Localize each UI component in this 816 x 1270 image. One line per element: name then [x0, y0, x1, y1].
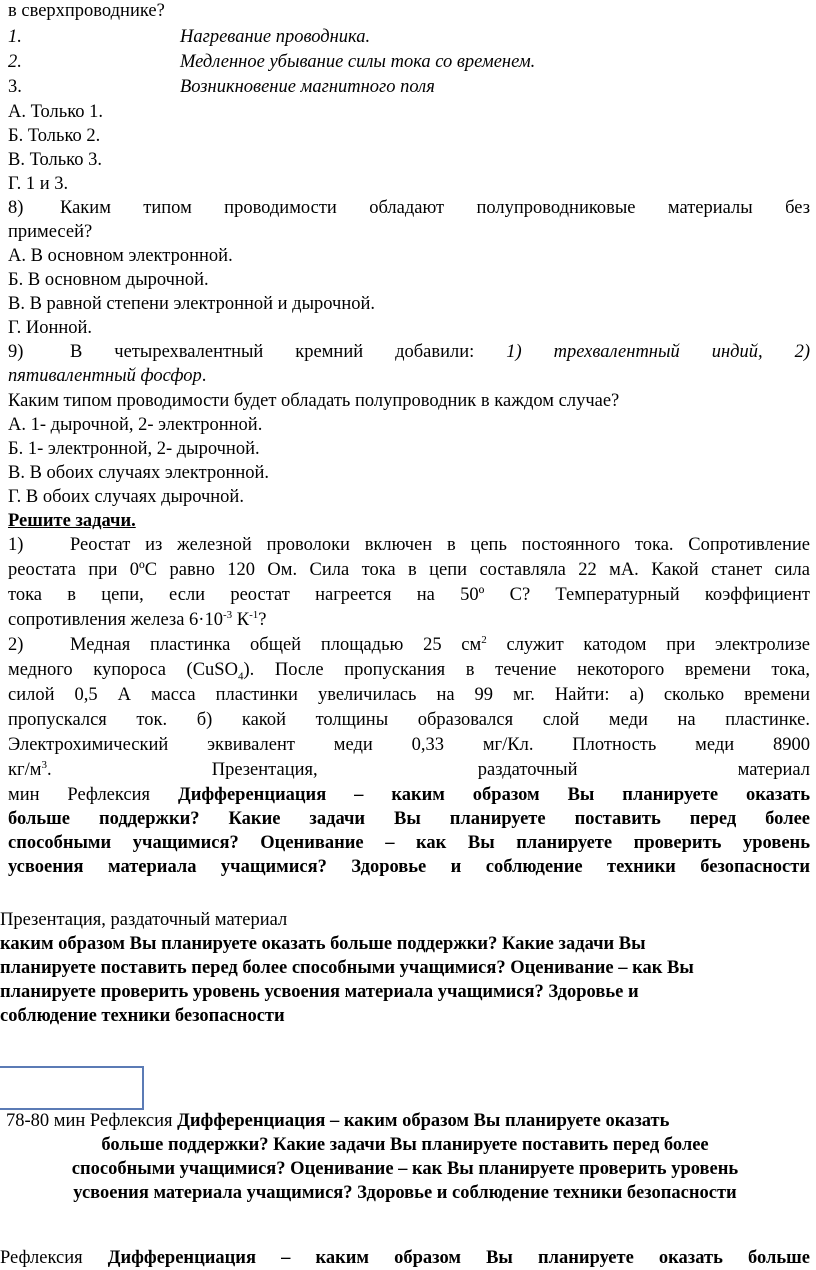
task-text-part: служит катодом при электролизе	[486, 635, 811, 655]
q8-answer-c: В. В равной степени электронной и дырочной.	[8, 294, 376, 314]
q9-answer-b: Б. 1- электронной, 2- дырочной.	[8, 439, 260, 459]
question-9-prompt: Каким типом проводимости будет обладать полупроводник в каждом случае?	[8, 391, 620, 411]
q8-answer-d: Г. Ионной.	[8, 318, 93, 338]
q7-item-number: 3.	[8, 77, 22, 97]
question-text-italic: 1) трехвалентный индий, 2)	[506, 342, 810, 362]
question-9-line-1	[8, 341, 810, 364]
block-2-line-1: Презентация, раздаточный материал	[0, 910, 288, 930]
task-text-part: . Презентация, раздаточный материал	[46, 760, 810, 780]
question-text: Каким типом проводимости обладают полупроводниковые материалы без	[60, 198, 810, 218]
task-number: 1)	[8, 535, 24, 555]
task-1-line-2: реостата при 0ºС равно 120 Ом. Сила тока в цепи составляла 22 мА. Какой станет сила	[8, 560, 810, 580]
question-8-line-2: примесей?	[8, 222, 93, 242]
task-text: ?	[258, 610, 267, 630]
exponent: 2	[481, 633, 487, 646]
question-text	[70, 341, 810, 364]
tasks-heading: Решите задачи.	[8, 511, 136, 531]
block-2-line-3: планируете поставить перед более способными учащимися? Оценивание – как Вы	[0, 958, 694, 978]
task-text: Реостат из железной проволоки включен в цепь постоянного тока. Сопротивление	[70, 535, 810, 555]
task-text	[70, 634, 810, 657]
task-text-part: ). После пропускания в течение некоторого времени тока,	[243, 660, 810, 680]
q7-item-2	[8, 51, 810, 74]
table-cell-box	[0, 1066, 144, 1110]
task-2-line-10: усвоения материала учащимися? Здоровье и соблюдение техники безопасности	[8, 857, 810, 877]
q8-answer-a: А. В основном электронной.	[8, 246, 233, 266]
q9-answer-a: А. 1- дырочной, 2- электронной.	[8, 415, 263, 435]
block-3-line-2: больше поддержки? Какие задачи Вы планируете поставить перед более	[101, 1135, 709, 1155]
differentiation-text: Дифференциация – каким образом Вы планируете оказать	[177, 1111, 670, 1131]
q8-answer-b: Б. В основном дырочной.	[8, 270, 209, 290]
q7-item-text: Медленное убывание силы тока со временем.	[180, 52, 536, 72]
task-2-line-8: больше поддержки? Какие задачи Вы планируете поставить перед более	[8, 809, 810, 829]
reflection-label: 78-80 мин Рефлексия	[6, 1111, 178, 1131]
q7-item-3	[8, 76, 810, 99]
question-number: 8)	[8, 198, 24, 218]
q7-item-number: 1.	[8, 27, 22, 47]
reflection-label: Рефлексия	[0, 1248, 108, 1268]
task-2-line-3: силой 0,5 А масса пластинки увеличилась на 99 мг. Найти: а) сколько времени	[8, 685, 810, 705]
task-2-line-9: способными учащимися? Оценивание – как Вы планируете проверить уровень	[8, 833, 810, 853]
task-text: К	[232, 610, 250, 630]
block-2-line-5: соблюдение техники безопасности	[0, 1006, 285, 1026]
question-text-plain: В четырехвалентный кремний добавили:	[70, 342, 507, 362]
task-text-part: Медная пластинка общей площадью 25 см	[70, 635, 482, 655]
q7-item-text: Нагревание проводника.	[180, 27, 371, 47]
subscript: 4	[237, 670, 244, 683]
block-3-line-4: усвоения материала учащимися? Здоровье и соблюдение техники безопасности	[73, 1183, 737, 1203]
question-8-line-1	[8, 197, 810, 220]
q7-answer-a: А. Только 1.	[8, 102, 103, 122]
task-text-part: медного купороса (CuSO	[8, 660, 238, 680]
reflection-label: мин Рефлексия	[8, 785, 178, 805]
differentiation-text: Дифференциация – каким образом Вы планируете оказать	[177, 785, 811, 805]
differentiation-text: Дифференциация – каким образом Вы планируете оказать больше	[107, 1248, 810, 1268]
q7-answer-b: Б. Только 2.	[8, 126, 101, 146]
q7-item-1	[8, 26, 810, 49]
block-2-line-2: каким образом Вы планируете оказать больше поддержки? Какие задачи Вы	[0, 934, 646, 954]
task-1-line-4	[8, 609, 810, 632]
question-number: 9)	[8, 342, 24, 362]
task-2-line-4: пропускался ток. б) какой толщины образовался слой меди на пластинке.	[8, 710, 810, 730]
question-text-italic: пятивалентный фосфор	[8, 366, 202, 386]
block-3-line-3: способными учащимися? Оценивание – как Вы планируете проверить уровень	[71, 1159, 739, 1179]
task-1-line-3: тока в цепи, если реостат нагреется на 50º С? Температурный коэффициент	[8, 585, 810, 605]
q9-answer-c: В. В обоих случаях электронной.	[8, 463, 270, 483]
block-3-line-1	[6, 1110, 810, 1133]
q7-answer-c: В. Только 3.	[8, 150, 102, 170]
question-text-plain: .	[201, 366, 207, 386]
q7-answer-d: Г. 1 и 3.	[8, 174, 69, 194]
task-2-line-1	[8, 634, 810, 658]
task-2-line-6	[8, 759, 810, 782]
task-1-line-1	[8, 534, 810, 558]
task-2-line-7	[8, 784, 810, 807]
q7-item-number: 2.	[8, 52, 22, 72]
task-2-line-5: Электрохимический эквивалент меди 0,33 мг/Кл. Плотность меди 8900	[8, 735, 810, 755]
exponent: 3	[41, 758, 47, 771]
exponent: -3	[222, 608, 233, 621]
q7-item-text: Возникновение магнитного поля	[180, 77, 435, 97]
task-text-part: кг/м	[8, 760, 42, 780]
task-2-line-2	[8, 659, 810, 682]
q9-answer-d: Г. В обоих случаях дырочной.	[8, 487, 244, 507]
question-9-line-2	[8, 365, 810, 388]
task-text: сопротивления железа 6·10	[8, 610, 223, 630]
task-number: 2)	[8, 635, 24, 655]
block-4-line-1	[0, 1247, 810, 1270]
exponent: -1	[249, 608, 259, 621]
block-2-line-4: планируете проверить уровень усвоения материала учащимися? Здоровье и	[0, 982, 639, 1002]
question-7-tail: в сверхпроводнике?	[8, 1, 165, 21]
